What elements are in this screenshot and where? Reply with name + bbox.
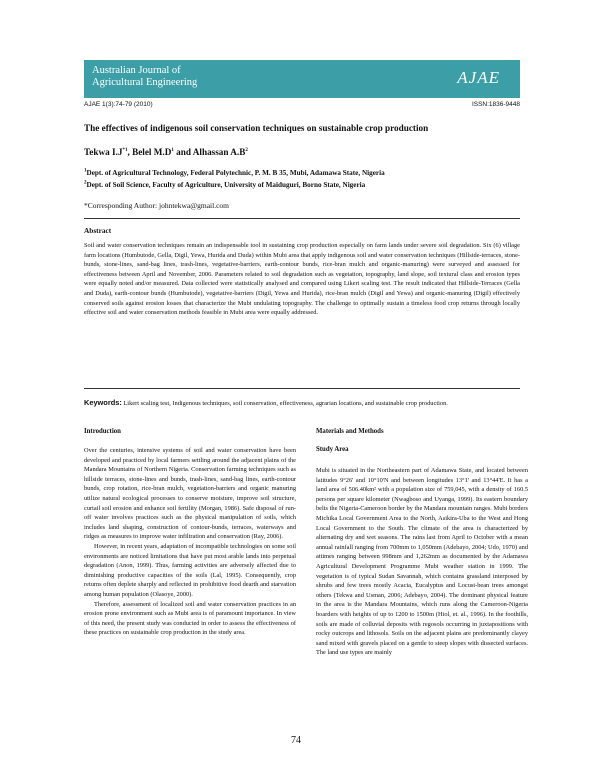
affiliation bbox=[84, 181, 524, 189]
affiliation-mark: 2 bbox=[84, 180, 87, 186]
affiliation-text: Dept. of Agricultural Technology, Federal Polytechnic, P. M. B 35, Mubi, Adamawa State, Nigeria bbox=[86, 169, 385, 177]
affiliation-mark: 1 bbox=[84, 168, 87, 174]
journal-name-line1: Australian Journal of bbox=[92, 65, 181, 76]
issn: ISSN:1836-9448 bbox=[471, 101, 520, 108]
affiliation bbox=[84, 169, 524, 177]
methods-text bbox=[316, 466, 528, 658]
author-separator: and bbox=[173, 147, 193, 157]
paragraph: Mubi is situated in the Northeastern part of Adamawa State, and located between latitudes 9°26' and 10°10'N and between longitudes 13°1' and 13°44'E. It has a land area of 506.40km² with a population size of 759,045, with a density of 160.5 persons per square kilometer (Nwagboso and Uyanga, 1999). Its eastern boundary belts the Nigeria-Cameroon border by the Mandara mountain ranges. Mubi borders Michika Local Government Area to the North, Asikira-Uba to the West and Hong Local Government to the South. The climate of the area is characterized by alternating dry and wet seasons. The rains last from April to October with a mean annual rainfall ranging from 700mm to 1,050mm (Adebayo, 2004; Udo, 1970) and attimes ranging between 998mm and 1,262mm as documented by the Adamawa Agricultural Development Programme Mubi weather station in 1999. The vegetation is of typical Sudan Savannah, which contains grassland interposed by shrubs and few trees mostly Acacia, Eucalyptus and Locust-bean trees amongst others (Tekwa and Usman, 2006; Adebayo, 2004). The dominant physical feature in the area is the Mandara Mountains, which runs along the Cameroon-Nigeria boarders with heights of up to 1200 to 1500m (Hiol, et. al., 1996). In the foothills, soils are made of colluvial deposits with regosols occurring in juxtapositions with rocky outcrops and lithosols. Soils on the adjacent plains are predominantly clayey sand mixed with gravels placed on a gentle to steep slopes with dissected surfaces. The land use types are mainly bbox=[316, 467, 528, 657]
journal-logo: AJAE bbox=[457, 68, 500, 87]
author-name: Alhassan A.B bbox=[192, 147, 246, 157]
divider bbox=[84, 388, 520, 389]
keywords-label: Keywords: bbox=[84, 398, 122, 407]
section-heading-introduction: Introduction bbox=[84, 428, 121, 435]
paragraph: However, in recent years, adaptation of incompatible technologies on some soil environments are noticed limitations that have put most arable lands into perpetual degradation (Anon, 1999). Thus, farming activities are adversely affected due to diminishing productive capacities of the soils (Lal, 1995). Consequently, crop returns often deplete sharply and reflected in prohibitive food dearth and starvation among human population (Olasoye, 2000). bbox=[84, 542, 296, 598]
paper-title: The effectives of indigenous soil conservation techniques on sustainable crop production bbox=[84, 123, 429, 133]
corresponding-author: *Corresponding Author: johntekwa@gmail.com bbox=[84, 201, 230, 210]
citation-reference: AJAE 1(3):74-79 (2010) bbox=[84, 101, 153, 108]
introduction-text bbox=[84, 446, 296, 638]
page-number: 74 bbox=[291, 735, 301, 746]
abstract-heading: Abstract bbox=[84, 226, 112, 235]
paragraph: Therefore, assessment of localized soil and water conservation practices in an erosion prone environment such as Mubi area is of paramount importance. In view of this need, the present study was conducted in order to assess the effectiveness of these practices on sustainable crop production in the study area. bbox=[84, 600, 296, 637]
author-list bbox=[84, 147, 248, 157]
keywords-text: Likert scaling test, Indigenous techniques, soil conservation, effectiveness, agrarian locations, and sustainable crop production. bbox=[121, 400, 448, 407]
author-mark: *1 bbox=[122, 147, 128, 153]
author-separator: , bbox=[127, 147, 133, 157]
journal-banner bbox=[84, 60, 520, 98]
section-heading-methods: Materials and Methods bbox=[316, 428, 384, 435]
keywords bbox=[84, 398, 520, 409]
abstract-text: Soil and water conservation techniques remain an indispensable tool in sustaining crop production especially on farm lands under severe soil degradation. Six (6) village farm locations (Humbutode, Gella, Digil, Yewa, Hurida and Duda) within Mubi area that apply indigenous soil and water conservation techniques (Hillside-terraces, stone-bunds, stone-lines, sand-bag lines, trash-lines, vegetative-barriers, earth-contour bunds, rice-bran mulch and organic-manuring) were surveyed and assessed for effectiveness between April and November, 2006. Parameters related to soil degradation such as vegetation, topography, land slope, soil textural class and erosion types were equally noted and/or measured. Data collected were statistically analysed and compared using Likert scaling test. The result indicated that Hillside-Terraces (Gella and Duda), earth-contour bunds (Humbutode), vegetative-barriers (Digil, Yewa and Hurida), rice-bran mulch (Digil and Yewa) and organic-manuring (Digil) effectively conserved soils against erosion losses that characterize the Mubi undulating topography. The challenge to optimally sustain a timeless food crop returns through locally effective soil and water conservation methods feasible in Mubi area were equally addressed. bbox=[84, 242, 520, 317]
author-mark: 2 bbox=[245, 147, 248, 153]
affiliation-text: Dept. of Soil Science, Faculty of Agriculture, University of Maiduguri, Borno State, Nigeria bbox=[86, 181, 366, 189]
author-mark: 1 bbox=[171, 147, 174, 153]
author-name: Tekwa I.J bbox=[84, 147, 123, 157]
paragraph: Over the centuries, intensive systems of soil and water conservation have been developed and practiced by local farmers settling around the adjacent plains of the Mandara Mountains of Northern Nigeria. Conservation farming techniques such as hillside terraces, stone-lines and bunds, trash-lines, sand-bag lines, earth-contour bunds, crop rotation, rice-bran mulch, vegetation-barriers and organic manuring utilize natural ecological processes to conserve moisture, improve soil structure, curtail soil erosion and enhance soil fertility (Morgan, 1986). Safe disposal of run-off water involves practices such as the physical manipulation of soils, which includes land shaping, construction of contour-bunds, terraces, waterways and ridges as measures to improve water infiltration and conservation (Ray, 2006). bbox=[84, 447, 296, 541]
subsection-heading-study-area: Study Area bbox=[316, 446, 349, 453]
author-name: Belel M.D bbox=[132, 147, 172, 157]
divider bbox=[84, 218, 520, 219]
journal-name-line2: Agricultural Engineering bbox=[92, 77, 198, 88]
